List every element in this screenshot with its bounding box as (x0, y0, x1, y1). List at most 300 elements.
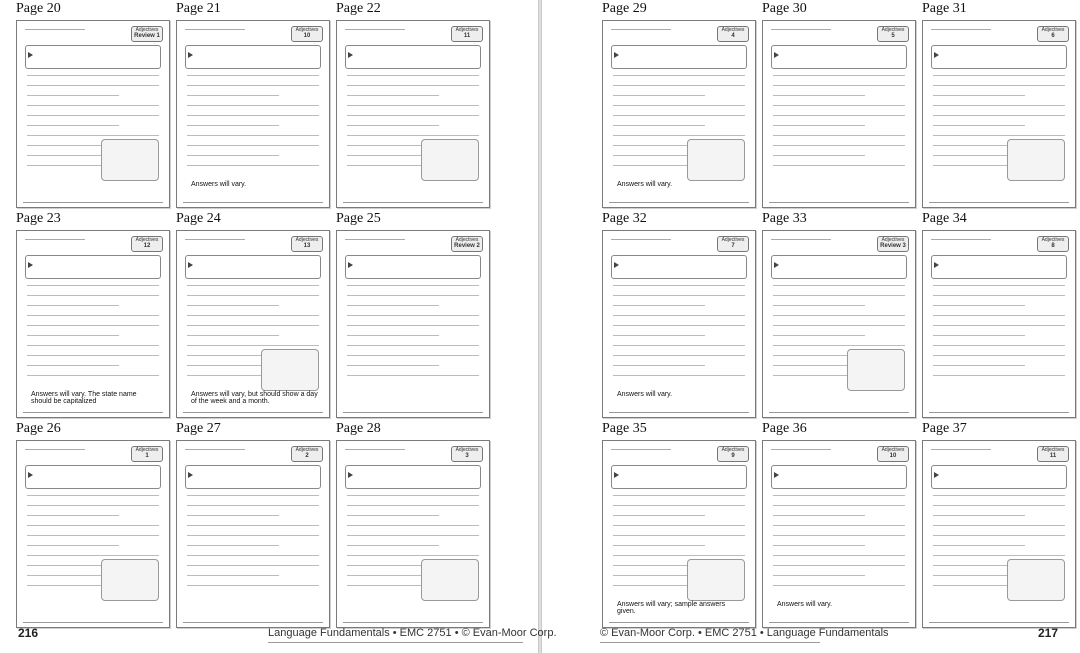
thumbnail-footer-rule (609, 412, 749, 413)
worksheet-thumbnail (336, 230, 490, 418)
exercise-line (773, 575, 865, 576)
rule-box (931, 465, 1067, 489)
exercise-line (613, 495, 745, 496)
lesson-badge-number: 7 (731, 243, 735, 249)
exercise-line (773, 75, 905, 76)
worksheet-thumbnail (602, 440, 756, 628)
exercise-line (187, 95, 279, 96)
rule-box (931, 255, 1067, 279)
thumbnail-footer-rule (609, 622, 749, 623)
pointer-icon (188, 472, 193, 478)
thumbnail-footer-rule (343, 202, 483, 203)
left-page (0, 0, 538, 653)
worksheet-thumbnail (762, 20, 916, 208)
lesson-badge (717, 446, 749, 462)
lesson-badge (877, 26, 909, 42)
exercise-line (27, 95, 119, 96)
exercise-line (27, 295, 159, 296)
thumbnail-footer-rule (23, 412, 163, 413)
exercise-line (933, 105, 1065, 106)
worksheet-thumbnail (176, 20, 330, 208)
worksheet-thumbnail (336, 20, 490, 208)
exercise-line (933, 365, 1025, 366)
exercise-line (613, 545, 705, 546)
exercise-line (613, 365, 705, 366)
worksheet-thumbnail (602, 230, 756, 418)
exercise-line (187, 335, 279, 336)
exercise-lines (613, 285, 745, 385)
left-footer-rule (268, 642, 523, 643)
lesson-badge-number: 13 (303, 243, 311, 249)
name-line (771, 449, 831, 450)
exercise-line (933, 535, 1065, 536)
exercise-line (187, 555, 319, 556)
exercise-line (773, 85, 905, 86)
rule-box (185, 45, 321, 69)
rule-box (25, 255, 161, 279)
right-footer-rule (600, 642, 820, 643)
exercise-line (187, 305, 279, 306)
lesson-badge (131, 26, 163, 42)
exercise-line (187, 315, 319, 316)
lesson-badge-heading: Adjectives (881, 447, 905, 453)
answer-note: Answers will vary; sample answers given. (617, 601, 726, 615)
thumbnail-footer-rule (183, 412, 323, 413)
lesson-badge-number: 4 (731, 33, 735, 39)
lesson-badge-number: 2 (305, 453, 309, 459)
exercise-line (187, 75, 319, 76)
exercise-line (933, 95, 1025, 96)
rule-box (771, 255, 907, 279)
thumbnail-footer-rule (929, 412, 1069, 413)
exercise-line (187, 145, 319, 146)
lesson-badge-number: 9 (731, 453, 735, 459)
exercise-line (933, 355, 1065, 356)
thumbnail-page-label: Page 27 (176, 421, 221, 436)
exercise-line (187, 525, 319, 526)
lesson-badge (451, 236, 483, 252)
lesson-badge-heading: Adjectives (135, 27, 159, 33)
illustration (101, 139, 159, 181)
exercise-line (773, 565, 905, 566)
exercise-line (347, 105, 479, 106)
answer-note: Answers will vary. (191, 181, 247, 188)
exercise-line (613, 515, 705, 516)
exercise-line (187, 325, 319, 326)
exercise-line (27, 75, 159, 76)
exercise-line (613, 375, 745, 376)
exercise-line (613, 505, 745, 506)
left-footer: Language Fundamentals • EMC 2751 • © Evan-Moor Corp. (268, 627, 557, 639)
exercise-line (933, 505, 1065, 506)
exercise-line (187, 515, 279, 516)
exercise-line (347, 305, 439, 306)
exercise-line (773, 535, 905, 536)
exercise-line (187, 545, 279, 546)
thumbnail-page-label: Page 36 (762, 421, 807, 436)
thumbnail-footer-rule (929, 202, 1069, 203)
exercise-line (27, 545, 119, 546)
pointer-icon (614, 472, 619, 478)
exercise-line (933, 305, 1025, 306)
thumbnail-page-label: Page 22 (336, 1, 381, 16)
name-line (931, 449, 991, 450)
exercise-line (773, 505, 905, 506)
lesson-badge-number: 1 (145, 453, 149, 459)
lesson-badge (1037, 26, 1069, 42)
exercise-line (27, 515, 119, 516)
worksheet-thumbnail (762, 230, 916, 418)
thumbnail-footer-rule (23, 622, 163, 623)
exercise-line (347, 345, 479, 346)
exercise-line (773, 495, 905, 496)
exercise-line (773, 315, 905, 316)
pointer-icon (188, 52, 193, 58)
exercise-line (347, 85, 479, 86)
lesson-badge-heading: Adjectives (295, 27, 319, 33)
worksheet-thumbnail (176, 440, 330, 628)
lesson-badge (1037, 236, 1069, 252)
exercise-line (187, 285, 319, 286)
exercise-line (187, 495, 319, 496)
lesson-badge (451, 446, 483, 462)
rule-box (25, 45, 161, 69)
thumbnail-footer-rule (769, 412, 909, 413)
exercise-line (27, 495, 159, 496)
exercise-line (933, 545, 1025, 546)
name-line (185, 239, 245, 240)
thumbnail-page-label: Page 31 (922, 1, 967, 16)
thumbnail-footer-rule (23, 202, 163, 203)
exercise-line (347, 315, 479, 316)
exercise-line (933, 135, 1065, 136)
rule-box (345, 45, 481, 69)
thumbnail-page-label: Page 32 (602, 211, 647, 226)
exercise-line (347, 125, 439, 126)
exercise-line (27, 525, 159, 526)
name-line (771, 29, 831, 30)
pointer-icon (934, 472, 939, 478)
exercise-line (27, 135, 159, 136)
exercise-line (933, 325, 1065, 326)
lesson-badge-heading: Adjectives (721, 447, 745, 453)
exercise-line (347, 515, 439, 516)
lesson-badge-number: 10 (303, 33, 311, 39)
exercise-line (187, 165, 319, 166)
lesson-badge-number: Review 1 (134, 33, 160, 39)
rule-box (611, 465, 747, 489)
lesson-badge-number: 5 (891, 33, 895, 39)
name-line (345, 29, 405, 30)
exercise-line (347, 545, 439, 546)
exercise-line (773, 105, 905, 106)
exercise-line (27, 125, 119, 126)
exercise-line (347, 355, 479, 356)
name-line (611, 449, 671, 450)
lesson-badge (291, 236, 323, 252)
name-line (25, 239, 85, 240)
exercise-line (187, 585, 319, 586)
exercise-line (27, 305, 119, 306)
lesson-badge-number: 6 (1051, 33, 1055, 39)
exercise-line (27, 315, 159, 316)
pointer-icon (934, 52, 939, 58)
exercise-line (613, 135, 745, 136)
exercise-line (613, 345, 745, 346)
thumbnail-page-label: Page 30 (762, 1, 807, 16)
worksheet-thumbnail (336, 440, 490, 628)
lesson-badge-heading: Adjectives (295, 447, 319, 453)
exercise-line (613, 335, 705, 336)
lesson-badge-number: 10 (889, 453, 897, 459)
exercise-line (773, 115, 905, 116)
worksheet-thumbnail (602, 20, 756, 208)
exercise-line (347, 115, 479, 116)
exercise-lines (773, 495, 905, 595)
lesson-badge (1037, 446, 1069, 462)
lesson-badge-heading: Adjectives (881, 237, 905, 243)
exercise-lines (347, 285, 479, 385)
exercise-lines (27, 285, 159, 385)
thumbnail-page-label: Page 21 (176, 1, 221, 16)
name-line (185, 29, 245, 30)
lesson-badge-number: 11 (463, 33, 471, 39)
lesson-badge-number: Review 3 (880, 243, 906, 249)
thumbnail-footer-rule (343, 622, 483, 623)
exercise-line (187, 125, 279, 126)
lesson-badge-heading: Adjectives (295, 237, 319, 243)
exercise-line (773, 135, 905, 136)
thumbnail-footer-rule (929, 622, 1069, 623)
left-page-number: 216 (18, 626, 39, 640)
right-page-number: 217 (1038, 626, 1059, 640)
pointer-icon (774, 52, 779, 58)
rule-box (771, 465, 907, 489)
exercise-line (347, 285, 479, 286)
exercise-line (347, 525, 479, 526)
lesson-badge (291, 26, 323, 42)
thumbnail-page-label: Page 35 (602, 421, 647, 436)
exercise-line (187, 505, 319, 506)
exercise-line (187, 85, 319, 86)
thumbnail-page-label: Page 23 (16, 211, 61, 226)
illustration (421, 139, 479, 181)
lesson-badge-heading: Adjectives (1041, 237, 1065, 243)
worksheet-thumbnail (762, 440, 916, 628)
thumbnail-footer-rule (183, 622, 323, 623)
exercise-line (933, 315, 1065, 316)
rule-box (771, 45, 907, 69)
illustration (687, 139, 745, 181)
exercise-line (773, 95, 865, 96)
exercise-line (933, 85, 1065, 86)
thumbnail-page-label: Page 28 (336, 421, 381, 436)
pointer-icon (188, 262, 193, 268)
exercise-line (933, 555, 1065, 556)
exercise-line (773, 555, 905, 556)
name-line (771, 239, 831, 240)
exercise-line (613, 295, 745, 296)
exercise-line (773, 325, 905, 326)
exercise-line (347, 365, 439, 366)
exercise-line (347, 505, 479, 506)
rule-box (185, 255, 321, 279)
rule-box (25, 465, 161, 489)
exercise-line (27, 375, 159, 376)
name-line (345, 449, 405, 450)
exercise-line (27, 365, 119, 366)
exercise-line (27, 535, 159, 536)
lesson-badge (877, 236, 909, 252)
illustration (847, 349, 905, 391)
name-line (345, 239, 405, 240)
lesson-badge-heading: Adjectives (455, 27, 479, 33)
exercise-line (613, 315, 745, 316)
exercise-line (933, 345, 1065, 346)
exercise-line (773, 165, 905, 166)
answer-note: Answers will vary. (777, 601, 833, 608)
name-line (611, 239, 671, 240)
exercise-line (187, 115, 319, 116)
illustration (1007, 139, 1065, 181)
rule-box (931, 45, 1067, 69)
exercise-line (613, 85, 745, 86)
exercise-line (613, 305, 705, 306)
exercise-line (773, 305, 865, 306)
right-footer: © Evan-Moor Corp. • EMC 2751 • Language Fundamentals (600, 627, 889, 639)
illustration (1007, 559, 1065, 601)
exercise-line (613, 115, 745, 116)
exercise-line (933, 495, 1065, 496)
exercise-line (613, 95, 705, 96)
exercise-line (613, 75, 745, 76)
exercise-line (27, 555, 159, 556)
exercise-line (613, 535, 745, 536)
lesson-badge (877, 446, 909, 462)
exercise-line (773, 145, 905, 146)
exercise-line (613, 285, 745, 286)
exercise-line (27, 345, 159, 346)
exercise-line (773, 345, 905, 346)
exercise-line (933, 115, 1065, 116)
pointer-icon (28, 262, 33, 268)
exercise-line (933, 525, 1065, 526)
thumbnail-footer-rule (343, 412, 483, 413)
worksheet-thumbnail (922, 20, 1076, 208)
right-page (542, 0, 1080, 653)
exercise-line (933, 295, 1065, 296)
exercise-line (773, 545, 865, 546)
exercise-line (27, 85, 159, 86)
name-line (931, 239, 991, 240)
exercise-line (933, 375, 1065, 376)
illustration (687, 559, 745, 601)
exercise-line (347, 375, 479, 376)
answer-note: Answers will vary, but should show a day of the week and a month. (191, 391, 318, 405)
exercise-line (933, 125, 1025, 126)
rule-box (611, 255, 747, 279)
pointer-icon (774, 472, 779, 478)
exercise-line (933, 335, 1025, 336)
lesson-badge (131, 446, 163, 462)
exercise-line (773, 335, 865, 336)
exercise-line (347, 95, 439, 96)
lesson-badge (717, 236, 749, 252)
rule-box (345, 465, 481, 489)
exercise-line (187, 155, 279, 156)
pointer-icon (348, 262, 353, 268)
lesson-badge-heading: Adjectives (1041, 447, 1065, 453)
lesson-badge (717, 26, 749, 42)
answer-note: Answers will vary. (617, 181, 673, 188)
lesson-badge-number: 11 (1049, 453, 1057, 459)
rule-box (185, 465, 321, 489)
exercise-line (773, 295, 905, 296)
exercise-lines (187, 75, 319, 175)
exercise-line (27, 325, 159, 326)
exercise-lines (187, 495, 319, 595)
thumbnail-footer-rule (609, 202, 749, 203)
thumbnail-footer-rule (769, 622, 909, 623)
exercise-lines (933, 285, 1065, 385)
lesson-badge (451, 26, 483, 42)
exercise-line (347, 555, 479, 556)
exercise-line (347, 75, 479, 76)
thumbnail-page-label: Page 33 (762, 211, 807, 226)
exercise-line (613, 325, 745, 326)
name-line (931, 29, 991, 30)
lesson-badge-number: 12 (143, 243, 151, 249)
exercise-line (933, 285, 1065, 286)
illustration (261, 349, 319, 391)
exercise-line (347, 335, 439, 336)
exercise-line (347, 295, 479, 296)
illustration (101, 559, 159, 601)
thumbnail-page-label: Page 29 (602, 1, 647, 16)
exercise-line (187, 105, 319, 106)
lesson-badge-heading: Adjectives (1041, 27, 1065, 33)
exercise-line (27, 505, 159, 506)
worksheet-thumbnail (922, 230, 1076, 418)
pointer-icon (28, 472, 33, 478)
exercise-line (773, 585, 905, 586)
exercise-line (773, 525, 905, 526)
lesson-badge (291, 446, 323, 462)
illustration (421, 559, 479, 601)
worksheet-thumbnail (16, 230, 170, 418)
lesson-badge-number: Review 2 (454, 243, 480, 249)
lesson-badge-heading: Adjectives (135, 447, 159, 453)
lesson-badge-heading: Adjectives (721, 27, 745, 33)
exercise-line (27, 105, 159, 106)
pointer-icon (614, 52, 619, 58)
exercise-line (613, 525, 745, 526)
name-line (611, 29, 671, 30)
exercise-line (27, 115, 159, 116)
exercise-line (613, 355, 745, 356)
exercise-line (27, 335, 119, 336)
thumbnail-page-label: Page 26 (16, 421, 61, 436)
thumbnail-page-label: Page 25 (336, 211, 381, 226)
worksheet-thumbnail (16, 440, 170, 628)
exercise-line (613, 555, 745, 556)
exercise-line (27, 355, 159, 356)
lesson-badge-heading: Adjectives (721, 237, 745, 243)
exercise-line (773, 125, 865, 126)
pointer-icon (28, 52, 33, 58)
exercise-line (773, 285, 905, 286)
exercise-line (613, 125, 705, 126)
